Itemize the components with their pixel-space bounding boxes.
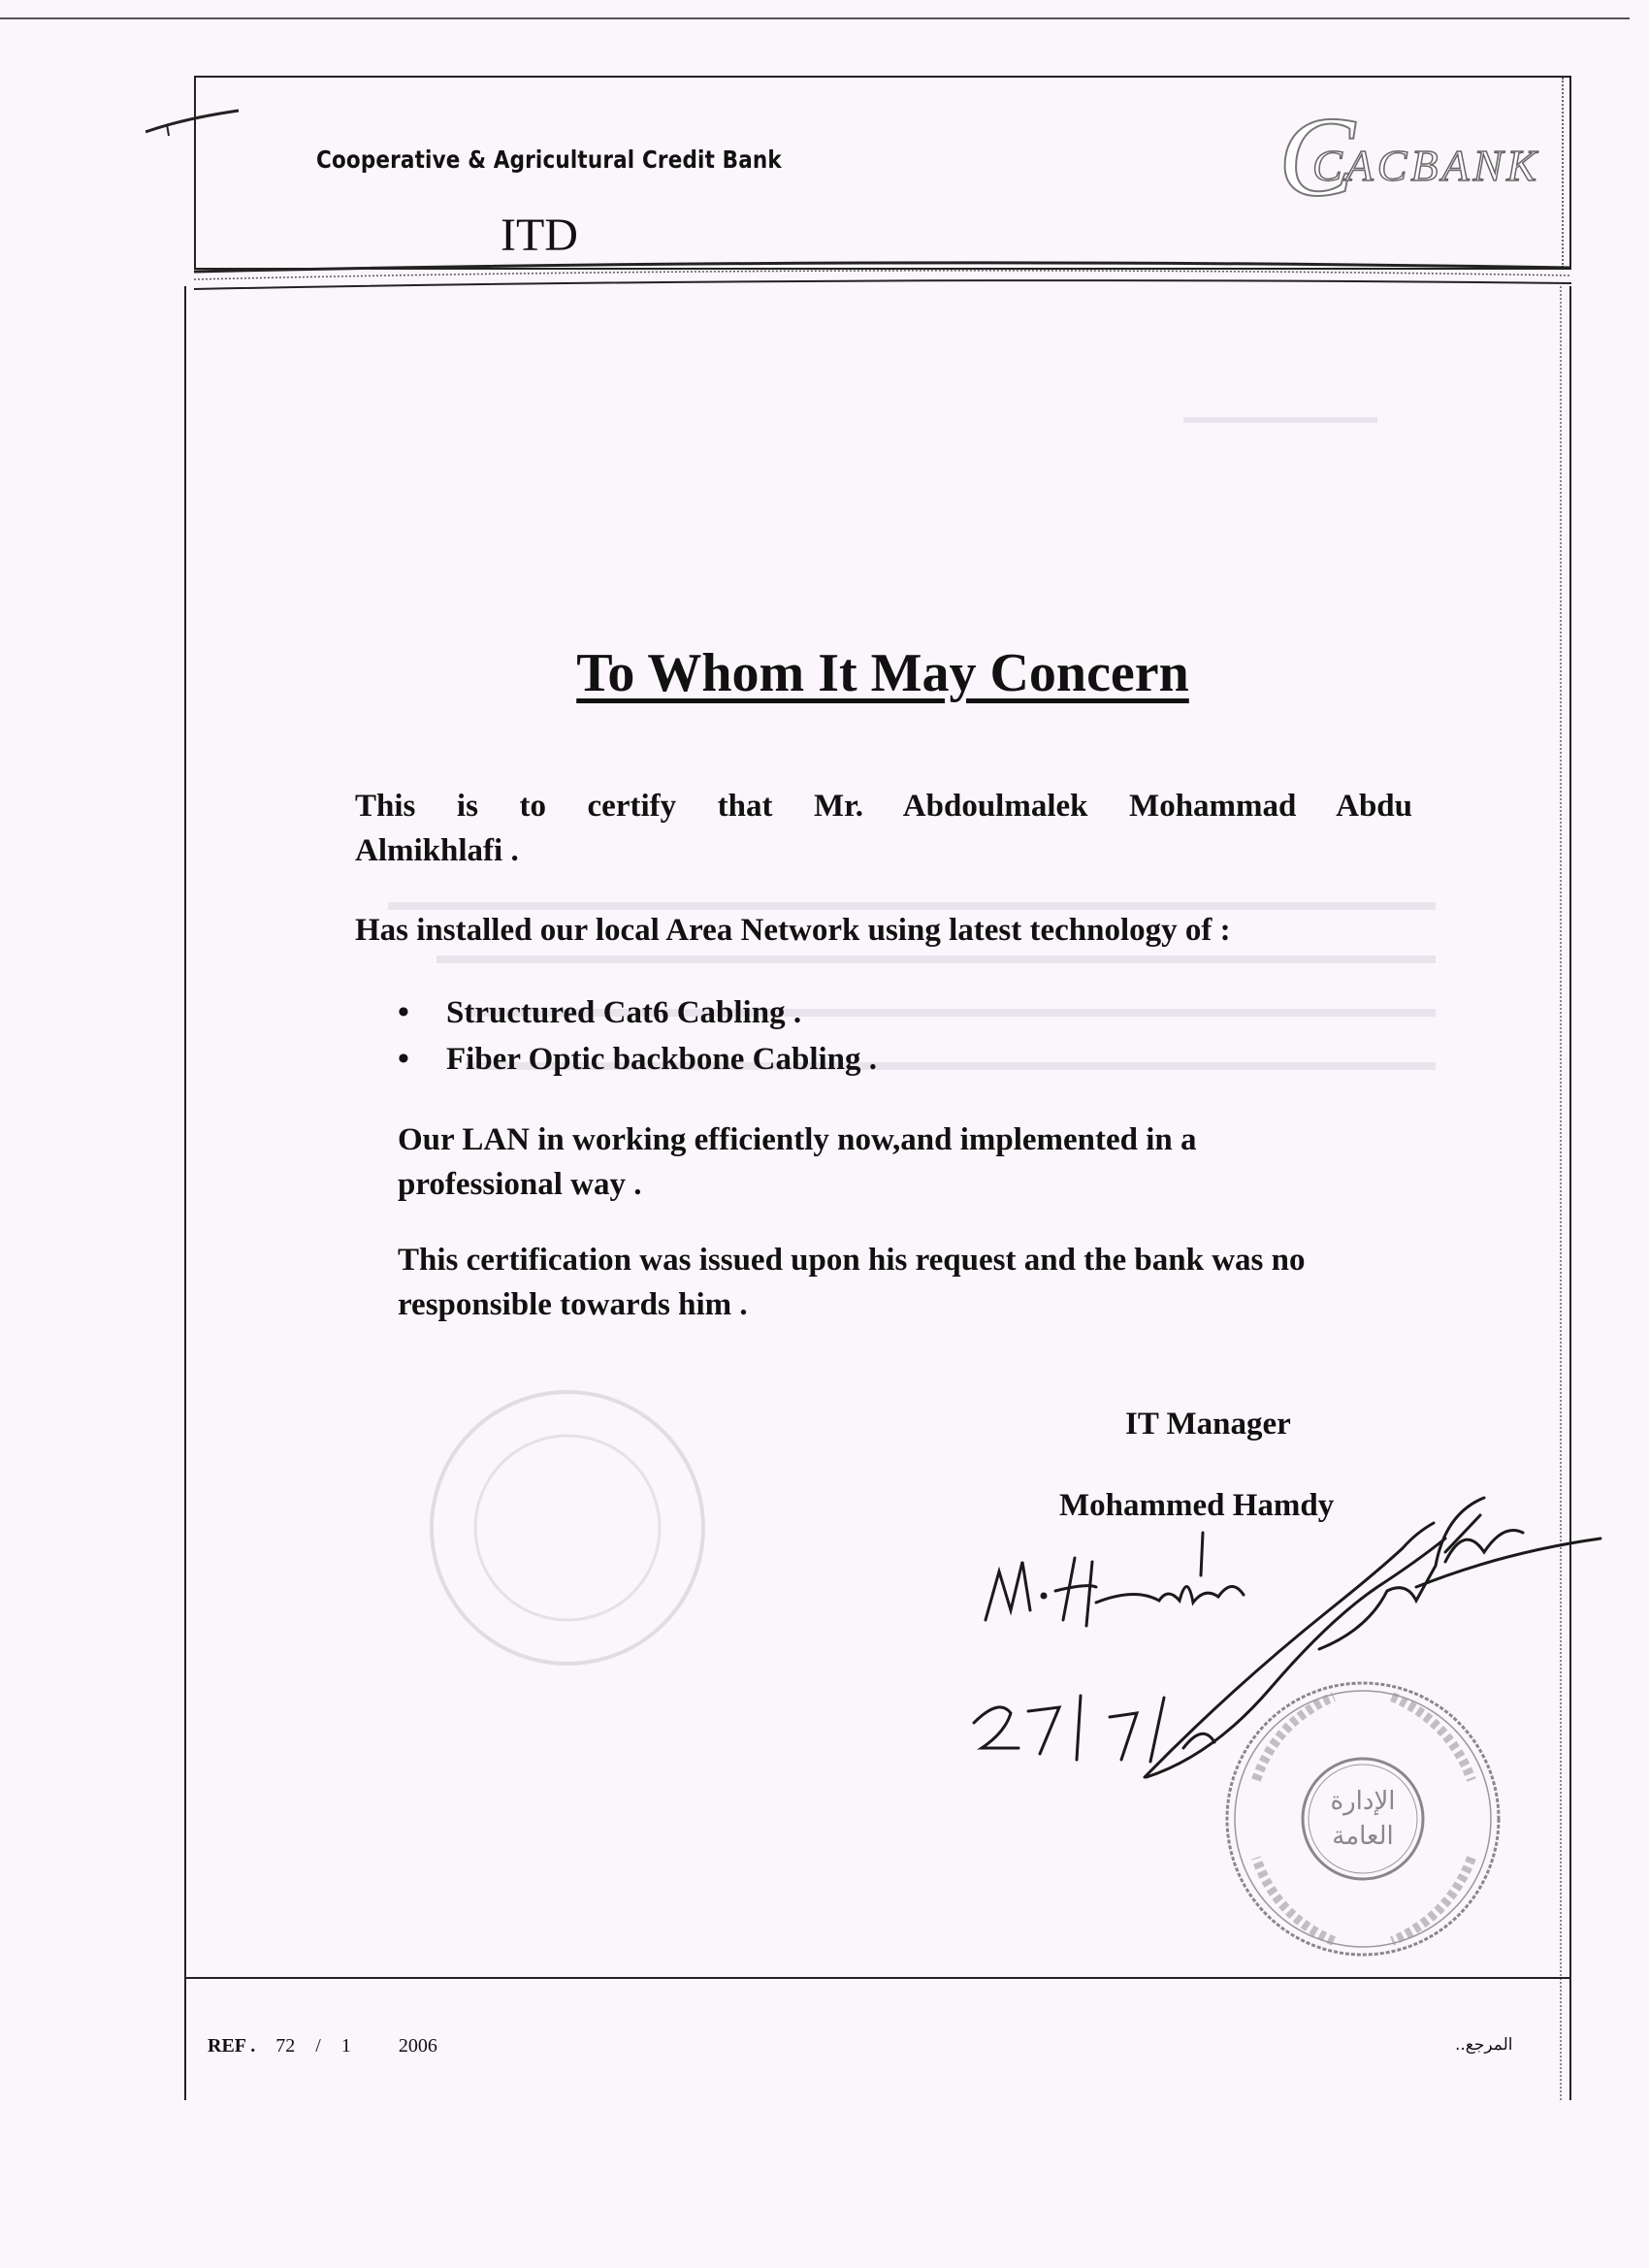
reference-number <box>208 2035 453 2057</box>
certify-paragraph-line2: Almikhlafi . <box>355 833 519 868</box>
lan-paragraph: Our LAN in working efficiently now,and implemented in a professional way . <box>398 1122 1197 1202</box>
svg-text:العامة: العامة <box>1332 1822 1394 1851</box>
signatory-name: Mohammed Hamdy <box>1059 1488 1335 1523</box>
faint-seal-stamp <box>417 1377 718 1678</box>
signatory-title: IT Manager <box>1125 1407 1291 1442</box>
show-through-mark <box>436 956 1436 963</box>
ref-number: 72 <box>275 2035 296 2057</box>
ref-label: REF . <box>208 2035 256 2057</box>
list-item: • Fiber Optic backbone Cabling . <box>398 1036 1271 1083</box>
ref-year: 2006 <box>398 2035 437 2057</box>
certify-paragraph-line1: This is to certify that Mr. Abdoulmalek Mohammad Abdu <box>355 789 1412 824</box>
issued-paragraph: This certification was issued upon his request and the bank was no responsible towards him . <box>398 1243 1306 1322</box>
page-top-rule <box>0 17 1630 19</box>
logo-wordmark: CACBANK <box>1311 141 1540 190</box>
bank-logo <box>1259 93 1540 220</box>
ref-part: 1 <box>340 2035 351 2057</box>
department-name: ITD <box>501 210 578 261</box>
installed-paragraph: Has installed our local Area Network using latest technology of : <box>355 913 1231 948</box>
reference-label-arabic: المرجع.. <box>1455 2035 1513 2055</box>
list-item: • Structured Cat6 Cabling . <box>398 989 1271 1036</box>
footer-rule <box>184 1977 1571 1979</box>
footer-left-edge <box>184 1979 186 2086</box>
letter-title: To Whom It May Concern <box>576 643 1189 703</box>
show-through-mark <box>1183 417 1377 423</box>
bank-name: Cooperative & Agricultural Credit Bank <box>316 146 782 174</box>
logo-letter-c: C <box>1278 93 1355 220</box>
technology-list <box>398 989 1271 1083</box>
svg-text:الإدارة: الإدارة <box>1330 1787 1396 1816</box>
letterhead-box <box>194 76 1571 270</box>
official-seal-stamp <box>1217 1673 1508 1964</box>
ref-separator: / <box>315 2035 321 2057</box>
